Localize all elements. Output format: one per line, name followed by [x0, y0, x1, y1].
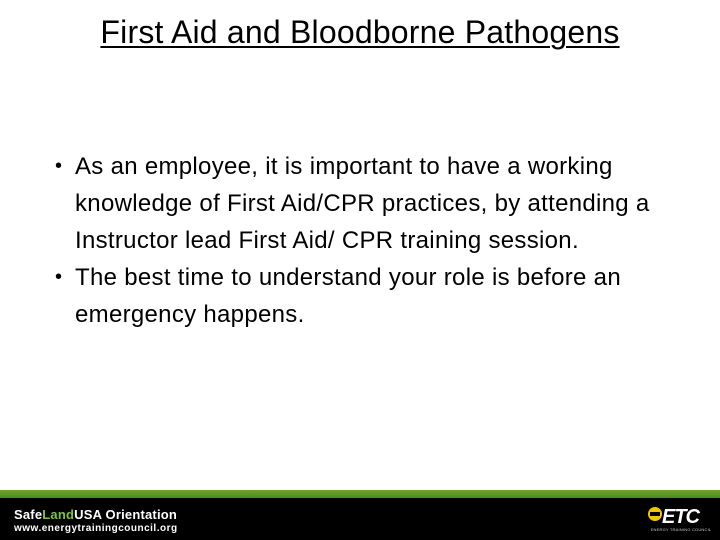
brand-land: Land — [42, 507, 75, 522]
bullet-text: As an employee, it is important to have a working knowledge of First Aid/CPR practices, by attending a Instructor lead First Aid/ CPR training session. — [75, 153, 650, 254]
footer-green-stripe — [0, 490, 720, 498]
bullet-text: The best time to understand your role is before an emergency happens. — [75, 264, 621, 328]
etc-logo-text: ETC — [662, 506, 699, 528]
etc-logo-subtext: ENERGY TRAINING COUNCIL — [650, 527, 712, 532]
bullet-item — [55, 259, 695, 333]
footer-bar — [0, 490, 720, 540]
brand-safe: Safe — [14, 507, 43, 522]
bullet-marker: • — [55, 266, 63, 288]
slide-title: First Aid and Bloodborne Pathogens — [100, 14, 620, 50]
footer-brand — [14, 507, 177, 522]
footer-url: www.energytrainingcouncil.org — [14, 523, 178, 534]
bullet-marker: • — [55, 155, 63, 177]
bullet-list — [55, 148, 695, 333]
bullet-item — [55, 148, 695, 259]
brand-usa-orientation: USA Orientation — [74, 507, 178, 522]
